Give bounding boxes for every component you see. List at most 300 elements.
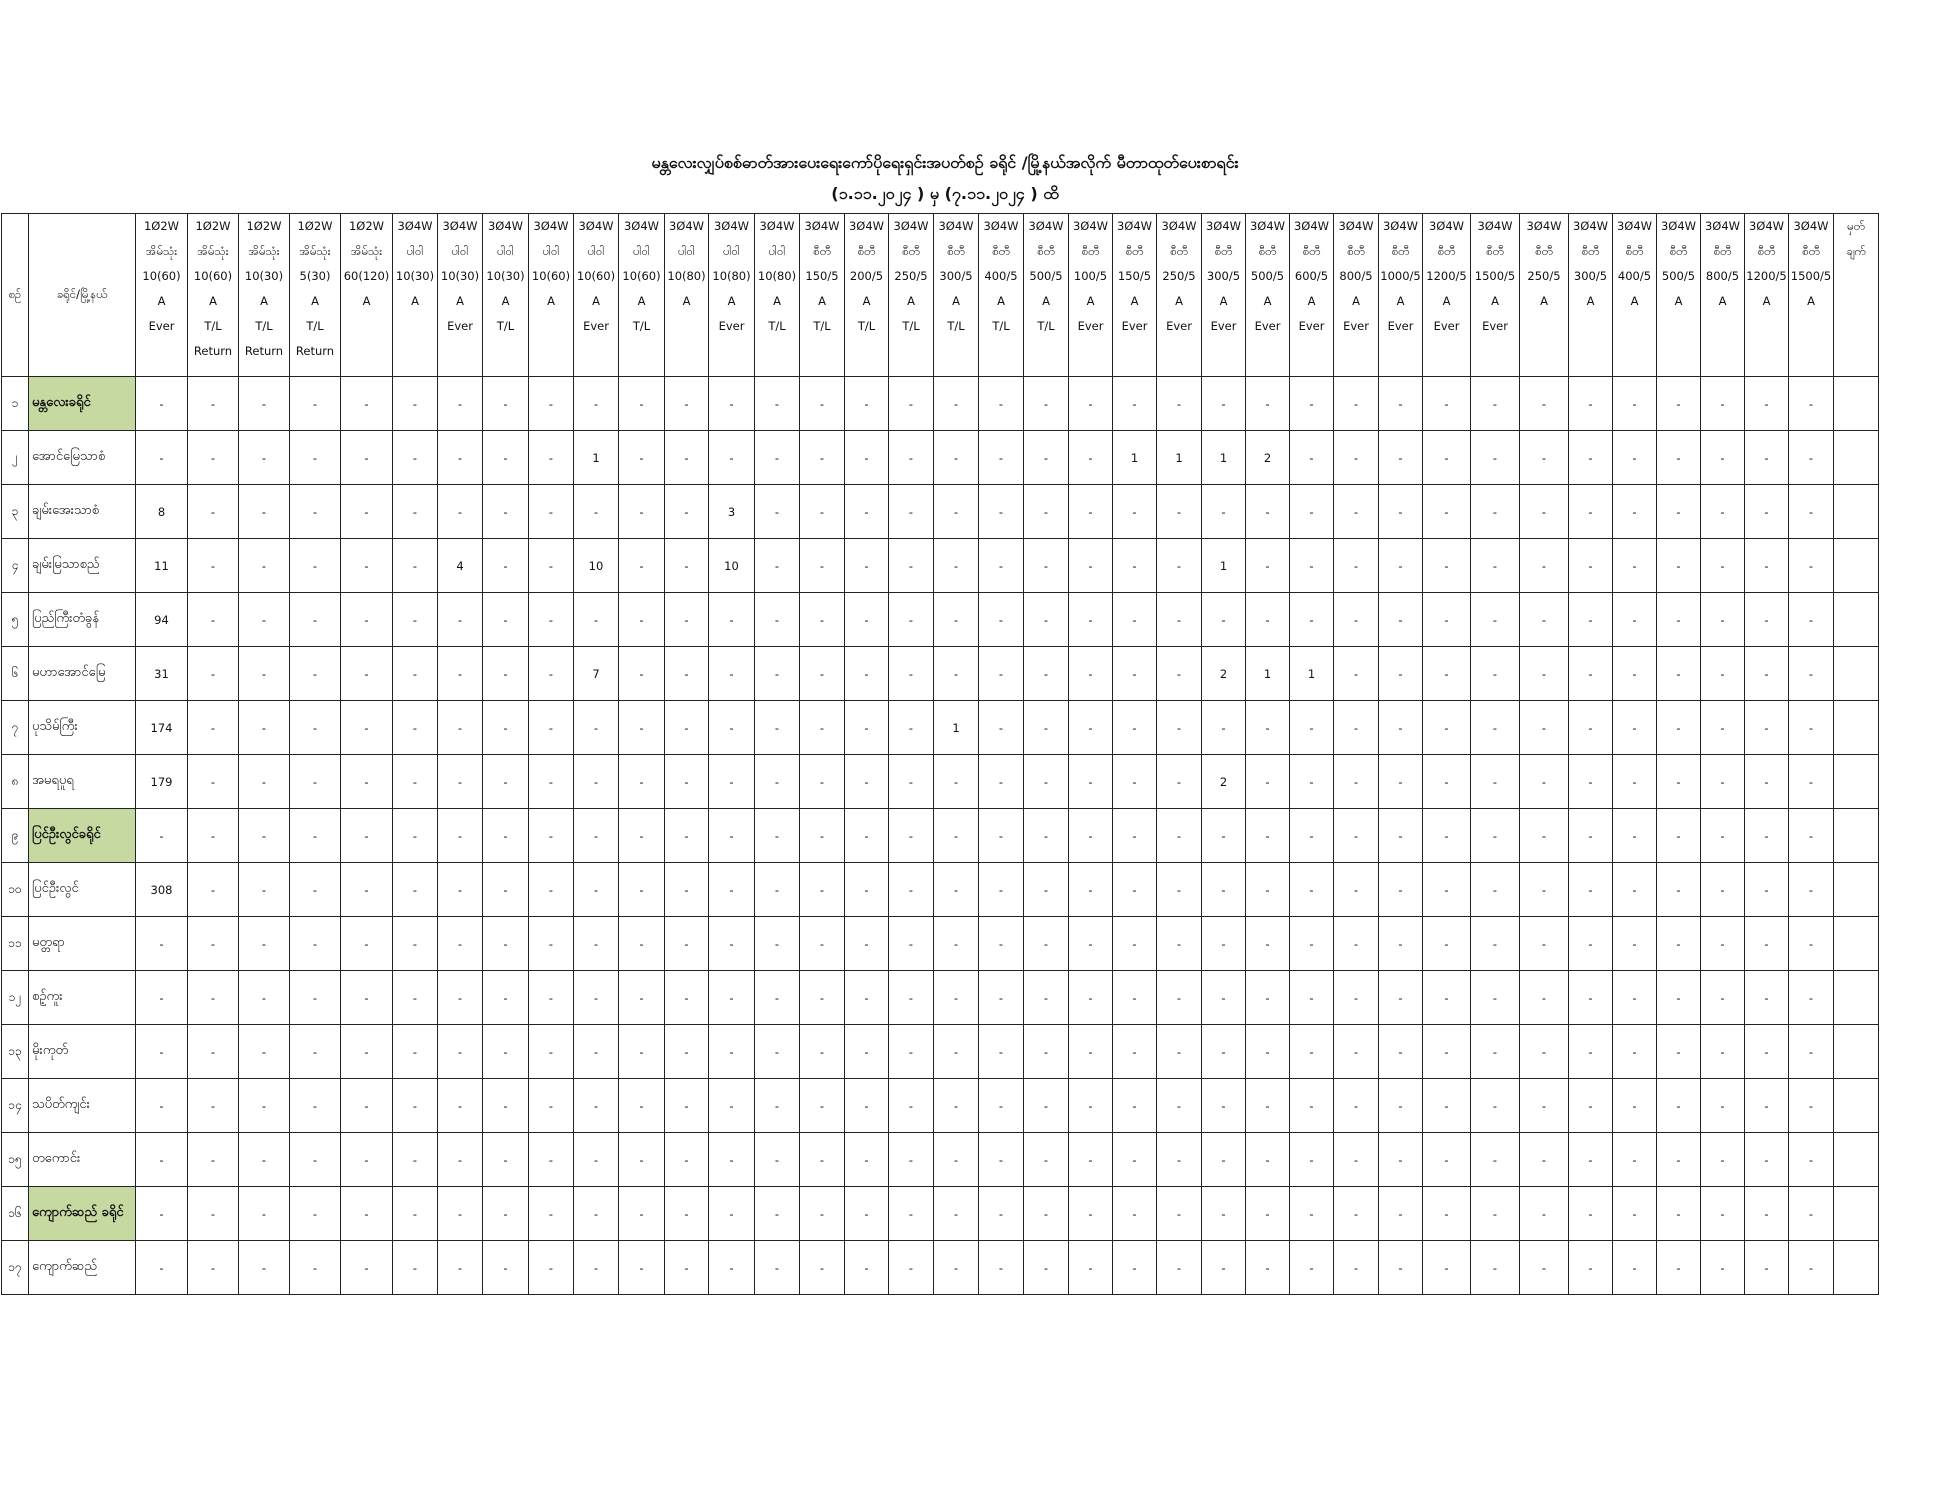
meter-count-cell: - (393, 485, 438, 539)
meter-count-cell: - (845, 377, 889, 431)
meter-count-cell: - (1202, 593, 1246, 647)
column-header-line: ပါဝါ (768, 244, 786, 258)
meter-count-cell: - (574, 1079, 619, 1133)
meter-count-cell: - (438, 1187, 483, 1241)
meter-count-cell: - (239, 1133, 290, 1187)
meter-count-cell: - (1520, 755, 1569, 809)
meter-count-cell: - (574, 971, 619, 1025)
meter-count-cell: - (755, 755, 800, 809)
column-header (1613, 214, 1657, 377)
meter-count-cell: - (188, 1133, 239, 1187)
column-header-line: 3Ø4W (893, 219, 929, 233)
meter-count-cell: - (1157, 593, 1202, 647)
meter-count-cell: - (188, 755, 239, 809)
meter-count-cell: - (1379, 1241, 1423, 1295)
meter-count-cell: - (665, 1187, 709, 1241)
meter-count-cell: - (800, 1241, 845, 1295)
column-header-line: 10(30) (486, 269, 525, 283)
column-header-line: A (209, 294, 217, 308)
column-header-line: 3Ø4W (1572, 219, 1609, 233)
meter-count-cell: - (1202, 377, 1246, 431)
meter-count-cell: - (1657, 1241, 1701, 1295)
meter-count-cell: - (1569, 593, 1613, 647)
meter-count-cell: - (1246, 863, 1290, 917)
meter-count-cell: - (1657, 1025, 1701, 1079)
meter-count-cell: - (1113, 1241, 1157, 1295)
meter-count-cell: - (1157, 917, 1202, 971)
meter-count-cell: - (438, 485, 483, 539)
column-header-line: 3Ø4W (487, 219, 524, 233)
meter-count-cell: - (136, 377, 188, 431)
meter-count-cell: - (188, 1241, 239, 1295)
meter-count-cell: - (1423, 647, 1471, 701)
meter-count-cell: 308 (136, 863, 188, 917)
column-header-line: 300/5 (1206, 269, 1241, 283)
column-header (619, 214, 665, 377)
meter-count-cell: - (1745, 1241, 1789, 1295)
table-row (2, 485, 1917, 539)
meter-count-cell: - (136, 1025, 188, 1079)
meter-count-cell: - (1202, 1133, 1246, 1187)
column-header-line: 10(60) (142, 269, 181, 283)
meter-count-cell: - (1423, 431, 1471, 485)
township-name: မိုးကုတ် (29, 1025, 136, 1079)
column-header (889, 214, 934, 377)
column-header-line: A (862, 294, 871, 308)
meter-count-cell: - (889, 539, 934, 593)
meter-count-cell: - (529, 755, 574, 809)
column-header (239, 214, 290, 377)
meter-count-cell: - (290, 1187, 341, 1241)
meter-count-cell: - (979, 863, 1024, 917)
meter-count-cell: - (341, 377, 393, 431)
meter-count-cell: - (341, 917, 393, 971)
column-header-line: ပါဝါ (633, 244, 650, 258)
meter-count-cell: - (889, 755, 934, 809)
meter-count-cell: 8 (136, 485, 188, 539)
meter-count-cell: - (341, 1079, 393, 1133)
column-header-line: A (547, 294, 555, 308)
meter-count-cell: - (1024, 755, 1069, 809)
meter-count-cell: - (239, 647, 290, 701)
meter-count-cell: - (529, 377, 574, 431)
meter-count-cell: - (483, 1133, 529, 1187)
column-header-line: Ever (718, 319, 745, 333)
meter-count-cell: - (1246, 917, 1290, 971)
meter-count-cell: - (800, 1079, 845, 1133)
meter-count-cell: - (800, 701, 845, 755)
column-header-line: စီတီ (1802, 244, 1820, 258)
column-header-line: အိမ်သုံး (145, 244, 178, 258)
column-header-line: A (1042, 294, 1050, 308)
meter-count-cell: - (934, 1079, 979, 1133)
meter-count-cell: - (1334, 1133, 1379, 1187)
meter-count-cell: - (290, 647, 341, 701)
meter-count-cell: 1 (574, 431, 619, 485)
meter-count-cell: - (1701, 647, 1745, 701)
township-name: မဟာအောင်မြေ (29, 647, 136, 701)
meter-count-cell: - (619, 809, 665, 863)
meter-count-cell: - (979, 1187, 1024, 1241)
column-header-line: 3Ø4W (1382, 219, 1419, 233)
meter-count-cell: - (1157, 1187, 1202, 1241)
column-header-line: 10(80) (757, 269, 797, 283)
meter-count-cell: - (290, 377, 341, 431)
meter-count-cell: - (934, 647, 979, 701)
column-header-line: 500/5 (1029, 269, 1063, 283)
column-header-line: Ever (1387, 319, 1414, 333)
column-header (845, 214, 889, 377)
meter-count-cell: - (239, 1187, 290, 1241)
serial-number: ၁၂ (2, 971, 29, 1025)
column-header-line: စီတီ (1347, 244, 1365, 258)
meter-count-cell: - (934, 809, 979, 863)
column-header-line: စီတီ (947, 244, 965, 258)
column-header (341, 214, 393, 377)
meter-count-cell: - (889, 701, 934, 755)
column-header-line: 3Ø4W (1477, 219, 1513, 233)
meter-count-cell: - (574, 863, 619, 917)
meter-count-cell: - (393, 1133, 438, 1187)
meter-count-cell: - (1423, 971, 1471, 1025)
column-header-line: 60(120) (343, 269, 390, 283)
column-header-line: T/L (857, 319, 876, 333)
meter-count-cell: - (1613, 377, 1657, 431)
meter-count-cell: - (755, 809, 800, 863)
column-header-line: အိမ်သုံး (350, 244, 383, 258)
column-header-line: စီတီ (992, 244, 1010, 258)
meter-count-cell: - (1613, 1079, 1657, 1133)
meter-count-cell: - (188, 1079, 239, 1133)
column-header-line: A (1263, 294, 1272, 308)
meter-count-cell: - (889, 1241, 934, 1295)
column-header-line: 3Ø4W (623, 219, 660, 233)
table-row (2, 863, 1917, 917)
column-header-line: စီတီ (1302, 244, 1321, 258)
meter-count-cell: - (1701, 809, 1745, 863)
meter-count-cell: - (1157, 1025, 1202, 1079)
meter-count-cell: 1 (934, 701, 979, 755)
meter-count-cell: - (1423, 1187, 1471, 1241)
meter-count-cell: - (188, 647, 239, 701)
meter-count-cell: - (529, 1241, 574, 1295)
column-header (1024, 214, 1069, 377)
column-header-line: ပါဝါ (723, 244, 740, 258)
meter-count-cell: - (1569, 1133, 1613, 1187)
meter-count-cell: - (393, 917, 438, 971)
meter-count-cell: - (290, 539, 341, 593)
meter-count-cell: - (979, 1079, 1024, 1133)
column-header-line: 150/5 (805, 269, 839, 283)
meter-count-cell: - (1471, 1241, 1520, 1295)
meter-count-cell: - (1423, 1241, 1471, 1295)
meter-count-cell: 1 (1202, 539, 1246, 593)
meter-count-cell: - (136, 809, 188, 863)
column-header-line: A (1175, 294, 1183, 308)
column-header-line: 3Ø4W (1116, 219, 1153, 233)
meter-count-cell: - (290, 1241, 341, 1295)
column-header-line: 3Ø4W (1793, 219, 1829, 233)
table-row (2, 1241, 1917, 1295)
column-header-line: Return (193, 344, 233, 358)
column-header-line: 100/5 (1073, 269, 1108, 283)
meter-count-cell: - (755, 593, 800, 647)
meter-count-cell: - (1613, 1133, 1657, 1187)
meter-count-cell: - (800, 647, 845, 701)
meter-count-cell: - (1701, 1187, 1745, 1241)
meter-count-cell: - (1202, 1079, 1246, 1133)
meter-count-cell: - (1024, 1025, 1069, 1079)
meter-count-cell: - (239, 1079, 290, 1133)
meter-count-cell: - (1569, 1187, 1613, 1241)
meter-count-cell: - (845, 1025, 889, 1079)
meter-count-cell: - (1745, 1079, 1789, 1133)
column-header-line: Ever (1343, 319, 1369, 333)
meter-count-cell: - (665, 539, 709, 593)
column-header (136, 214, 188, 377)
meter-count-cell: - (889, 1133, 934, 1187)
column-header (665, 214, 709, 377)
meter-count-cell: - (1520, 485, 1569, 539)
column-header-line: 3Ø4W (759, 219, 795, 233)
meter-count-cell: - (483, 1025, 529, 1079)
meter-count-cell: - (574, 1133, 619, 1187)
township-name: ပြင်ဦးလွင် (29, 863, 136, 917)
meter-count-cell: - (845, 863, 889, 917)
column-header-line: A (1762, 294, 1771, 308)
meter-count-cell: - (1471, 377, 1520, 431)
meter-count-cell: - (1423, 1133, 1471, 1187)
meter-count-cell: - (619, 1241, 665, 1295)
meter-count-cell: - (979, 971, 1024, 1025)
column-header-line: A (1540, 294, 1548, 308)
meter-count-cell: - (239, 377, 290, 431)
meter-count-cell: - (1789, 1133, 1834, 1187)
meter-count-cell: - (1113, 1079, 1157, 1133)
meter-count-cell: - (889, 431, 934, 485)
meter-count-cell: - (483, 431, 529, 485)
meter-count-cell: - (1569, 863, 1613, 917)
meter-count-cell: - (1789, 701, 1834, 755)
meter-count-cell: - (1290, 701, 1334, 755)
meter-count-cell: - (665, 1133, 709, 1187)
meter-count-cell: - (290, 863, 341, 917)
meter-count-cell: - (619, 593, 665, 647)
meter-count-cell: - (1701, 971, 1745, 1025)
column-header-line: A (362, 294, 371, 308)
table-row (2, 971, 1917, 1025)
meter-count-cell: - (239, 809, 290, 863)
meter-count-cell: - (1657, 377, 1701, 431)
remark-cell (1834, 377, 1879, 431)
meter-count-cell: - (1423, 485, 1471, 539)
meter-count-cell: - (665, 593, 709, 647)
meter-count-cell: - (239, 701, 290, 755)
column-header-line: စီတီ (1391, 244, 1410, 258)
column-header-line: 1000/5 (1380, 269, 1421, 283)
meter-count-cell: - (1789, 1079, 1834, 1133)
remark-cell (1834, 593, 1879, 647)
meter-count-cell: - (1157, 485, 1202, 539)
column-header-line: 1200/5 (1746, 269, 1787, 283)
meter-count-cell: - (1246, 1079, 1290, 1133)
meter-count-cell: - (1202, 971, 1246, 1025)
serial-number: ၁၆ (2, 1187, 29, 1241)
meter-count-cell: - (188, 485, 239, 539)
column-header-line: ပါဝါ (587, 244, 605, 258)
meter-count-cell: - (665, 485, 709, 539)
meter-count-cell: - (1471, 863, 1520, 917)
meter-count-cell: - (619, 431, 665, 485)
meter-count-cell: - (619, 863, 665, 917)
meter-count-cell: - (1069, 485, 1113, 539)
table-row (2, 539, 1917, 593)
meter-count-cell: - (1745, 485, 1789, 539)
meter-count-cell: - (1520, 1133, 1569, 1187)
meter-count-cell: - (574, 1241, 619, 1295)
meter-count-cell: - (1024, 377, 1069, 431)
meter-count-cell: - (1569, 809, 1613, 863)
meter-count-cell: - (1290, 1025, 1334, 1079)
meter-count-cell: - (1157, 1241, 1202, 1295)
meter-count-cell: - (1471, 593, 1520, 647)
column-header-line: 3Ø4W (1660, 219, 1697, 233)
meter-count-cell: - (239, 971, 290, 1025)
meter-count-cell: - (1246, 809, 1290, 863)
meter-count-cell: - (1745, 593, 1789, 647)
column-header-line: 1Ø2W (143, 219, 180, 233)
meter-count-cell: - (438, 755, 483, 809)
meter-count-cell: - (845, 1241, 889, 1295)
meter-count-cell: - (619, 1133, 665, 1187)
column-header (1157, 214, 1202, 377)
meter-count-cell: - (1520, 431, 1569, 485)
meter-count-cell: - (290, 431, 341, 485)
serial-number: ၁၁ (2, 917, 29, 971)
column-header-line: A (1219, 294, 1228, 308)
column-header-line: 10(30) (244, 269, 284, 283)
meter-count-cell: - (1290, 431, 1334, 485)
meter-count-cell: - (1520, 1025, 1569, 1079)
meter-count-cell: - (709, 1187, 755, 1241)
township-name: ကျောက်ဆည် (29, 1241, 136, 1295)
meter-count-cell: - (1471, 755, 1520, 809)
meter-count-cell: - (1701, 863, 1745, 917)
meter-count-cell: - (1613, 539, 1657, 593)
meter-count-cell: - (188, 1187, 239, 1241)
column-header-line: 250/5 (1527, 269, 1561, 283)
meter-count-cell: - (755, 1187, 800, 1241)
meter-count-cell: - (1789, 593, 1834, 647)
meter-count-cell: - (1423, 701, 1471, 755)
meter-count-cell: - (1113, 1133, 1157, 1187)
meter-count-cell: - (1024, 1187, 1069, 1241)
meter-count-cell: - (1423, 1025, 1471, 1079)
meter-count-cell: - (1613, 1025, 1657, 1079)
column-header-line: စီတီ (857, 244, 876, 258)
meter-count-cell: - (1113, 485, 1157, 539)
meter-count-cell: - (1246, 1241, 1290, 1295)
meter-count-cell: - (755, 1133, 800, 1187)
header-row (2, 214, 1917, 377)
meter-count-cell: - (709, 971, 755, 1025)
meter-count-cell: - (845, 971, 889, 1025)
column-header (1113, 214, 1157, 377)
column-header-line: T/L (306, 319, 324, 333)
meter-count-cell: - (1657, 917, 1701, 971)
column-header-line: T/L (947, 319, 965, 333)
meter-count-cell: - (619, 1187, 665, 1241)
meter-count-cell: - (934, 1187, 979, 1241)
meter-count-cell: - (574, 701, 619, 755)
meter-count-cell: - (529, 1079, 574, 1133)
serial-number: ၃ (2, 485, 29, 539)
meter-count-cell: - (483, 1241, 529, 1295)
meter-count-cell: - (665, 1079, 709, 1133)
meter-count-cell: - (1024, 431, 1069, 485)
serial-number: ၁ (2, 377, 29, 431)
table-row (2, 701, 1917, 755)
column-header-line: Ever (1482, 319, 1508, 333)
meter-count-cell: - (845, 593, 889, 647)
column-header (1745, 214, 1789, 377)
column-header-line: 1500/5 (1474, 269, 1516, 283)
meter-count-cell: - (1024, 701, 1069, 755)
meter-count-cell: - (483, 647, 529, 701)
meter-count-cell: - (934, 485, 979, 539)
remark-cell (1834, 917, 1879, 971)
meter-count-cell: - (1290, 1079, 1334, 1133)
meter-count-cell: - (1113, 863, 1157, 917)
meter-count-cell: - (1745, 539, 1789, 593)
column-header-line: 3Ø4W (1616, 219, 1653, 233)
column-header-line: T/L (632, 319, 651, 333)
meter-count-cell: - (1657, 1079, 1701, 1133)
column-header-line: စီတီ (813, 244, 831, 258)
meter-count-cell: - (800, 755, 845, 809)
meter-count-cell: - (665, 1241, 709, 1295)
meter-count-cell: - (529, 431, 574, 485)
column-header-line: Ever (447, 319, 473, 333)
meter-count-cell: - (290, 1025, 341, 1079)
meter-count-cell: - (529, 647, 574, 701)
column-header-line: 3Ø4W (578, 219, 614, 233)
meter-count-cell: - (845, 1133, 889, 1187)
meter-count-cell: 10 (574, 539, 619, 593)
column-header-line: A (260, 294, 268, 308)
column-header-line: စီတီ (1625, 244, 1644, 258)
meter-count-cell: - (1423, 539, 1471, 593)
column-header-line: Return (244, 344, 284, 358)
meter-count-cell: - (979, 593, 1024, 647)
meter-count-cell: - (1334, 1187, 1379, 1241)
meter-count-cell: - (1246, 593, 1290, 647)
column-header-line: 3Ø4W (713, 219, 750, 233)
meter-count-cell: - (1113, 701, 1157, 755)
meter-count-cell: - (1569, 701, 1613, 755)
meter-count-cell: - (1471, 809, 1520, 863)
meter-count-cell: 1 (1290, 647, 1334, 701)
meter-count-cell: - (1613, 1241, 1657, 1295)
column-header-line: A (907, 294, 915, 308)
meter-count-cell: - (1290, 971, 1334, 1025)
column-header-line: 10(60) (622, 269, 661, 283)
meter-count-cell: 94 (136, 593, 188, 647)
meter-count-cell: - (1113, 1025, 1157, 1079)
meter-count-cell: - (438, 593, 483, 647)
remark-cell (1834, 1079, 1879, 1133)
meter-count-cell: - (1471, 1133, 1520, 1187)
